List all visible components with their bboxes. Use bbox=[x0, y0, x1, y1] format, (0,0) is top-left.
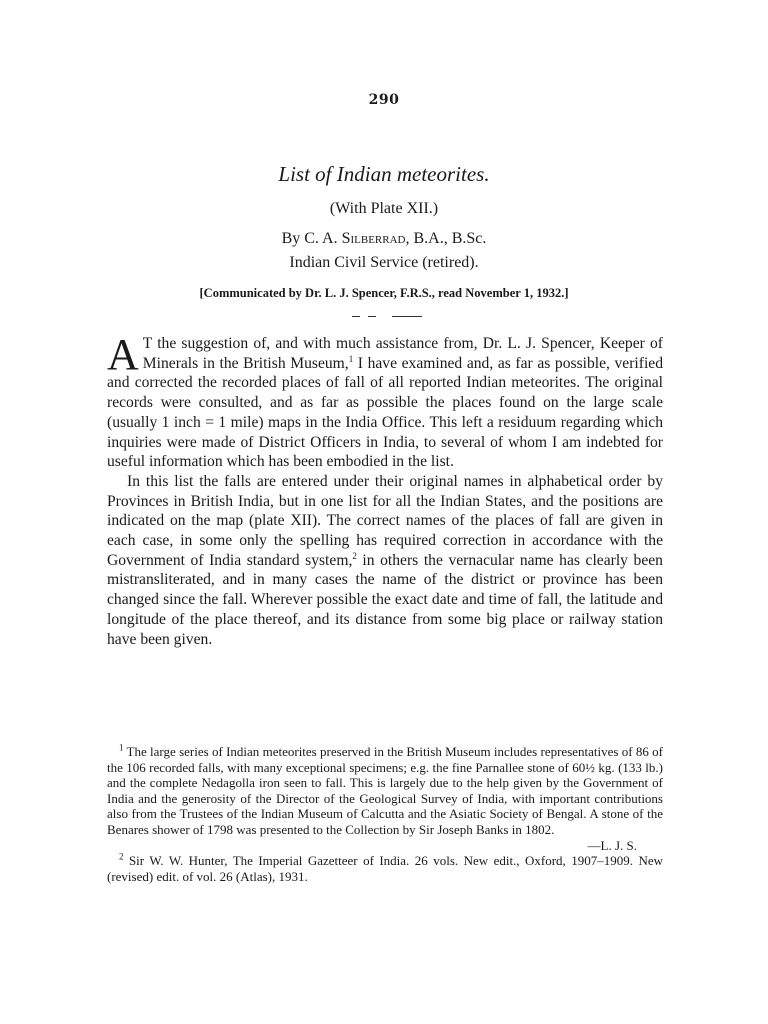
article-title: List of Indian meteorites. bbox=[278, 162, 490, 186]
author-surname: Silberrad bbox=[341, 230, 406, 247]
footnote-1-mark: 1 bbox=[119, 742, 124, 753]
footnotes bbox=[107, 744, 663, 884]
paragraph-1-text-b: I have examined and, as far as possible, verified and corrected the recorded places of fall of all reported Indian meteorites. The original records were consulted, and as far as possible the places found on the large scale (usually 1 inch = 1 mile) maps in the India Office. This left a residuum regarding which inquiries were made of District Officers in India, to several of whom I am indebted for useful information which has been embodied in the list. bbox=[107, 354, 663, 471]
page-number: 290 bbox=[368, 92, 400, 108]
plate-note: (With Plate XII.) bbox=[329, 200, 439, 217]
author-affiliation: Indian Civil Service (retired). bbox=[289, 254, 479, 271]
section-divider bbox=[352, 316, 422, 318]
footnote-ref-2: 2 bbox=[352, 550, 357, 561]
author-degrees: , B.A., B.Sc. bbox=[405, 230, 487, 247]
footnote-2-text: Sir W. W. Hunter, The Imperial Gazetteer of India. 26 vols. New edit., Oxford, 1907–1909. New (revised) edit. of vol. 26 (Atlas), 1931. bbox=[107, 853, 663, 884]
paragraph-2-text-a: In this list the falls are entered under their original names in alphabetical order by Provinces in British India, but in one list for all the Indian States, and the positions are indicated on the map (plate XII). The correct names of the places of fall are given in each case, in some only the spelling has required correction in accordance with the Government of India standard system, bbox=[107, 472, 663, 569]
footnote-1 bbox=[107, 744, 663, 838]
footnote-1-signature: —L. J. S. bbox=[587, 837, 637, 853]
communicated-note: [Communicated by Dr. L. J. Spencer, F.R.S., read November 1, 1932.] bbox=[199, 286, 569, 300]
footnote-1-text: The large series of Indian meteorites preserved in the British Museum includes representatives of 86 of the 106 recorded falls, with many exceptional specimens; e.g. the fine Parnallee stone of 60½ kg. (133 lb.) and the complete Nedagolla iron seen to fall. This is largely due to the help given by the Government of India and the generosity of the Director of the Geological Survey of India, with important contributions also from the Trustees of the Indian Museum of Calcutta and the Asiatic Society of Bengal. A stone of the Benares shower of 1798 was presented to the Collection by Sir Joseph Banks in 1802. bbox=[107, 744, 663, 837]
article-body bbox=[107, 330, 663, 649]
paragraph-2 bbox=[107, 472, 663, 649]
footnote-2 bbox=[107, 853, 663, 884]
paragraph-1-text-a: T the suggestion of, and with much assistance from, Dr. L. J. Spencer, Keeper of Minerals in the British Museum, bbox=[142, 335, 663, 372]
footnote-2-mark: 2 bbox=[119, 851, 124, 862]
author-prefix: By C. A. bbox=[281, 230, 338, 247]
author-line bbox=[0, 230, 768, 248]
paragraph-2-text-b: in others the vernacular name has clearly been mistransliterated, and in many cases the name of the district or province has been changed since the fall. Wherever possible the exact date and time of fall, the latitude and longitude of the place thereof, and its distance from some big place or railway station have been given. bbox=[107, 551, 663, 648]
drop-cap: A bbox=[107, 330, 139, 379]
footnote-ref-1: 1 bbox=[348, 353, 354, 364]
paragraph-1 bbox=[107, 330, 663, 472]
